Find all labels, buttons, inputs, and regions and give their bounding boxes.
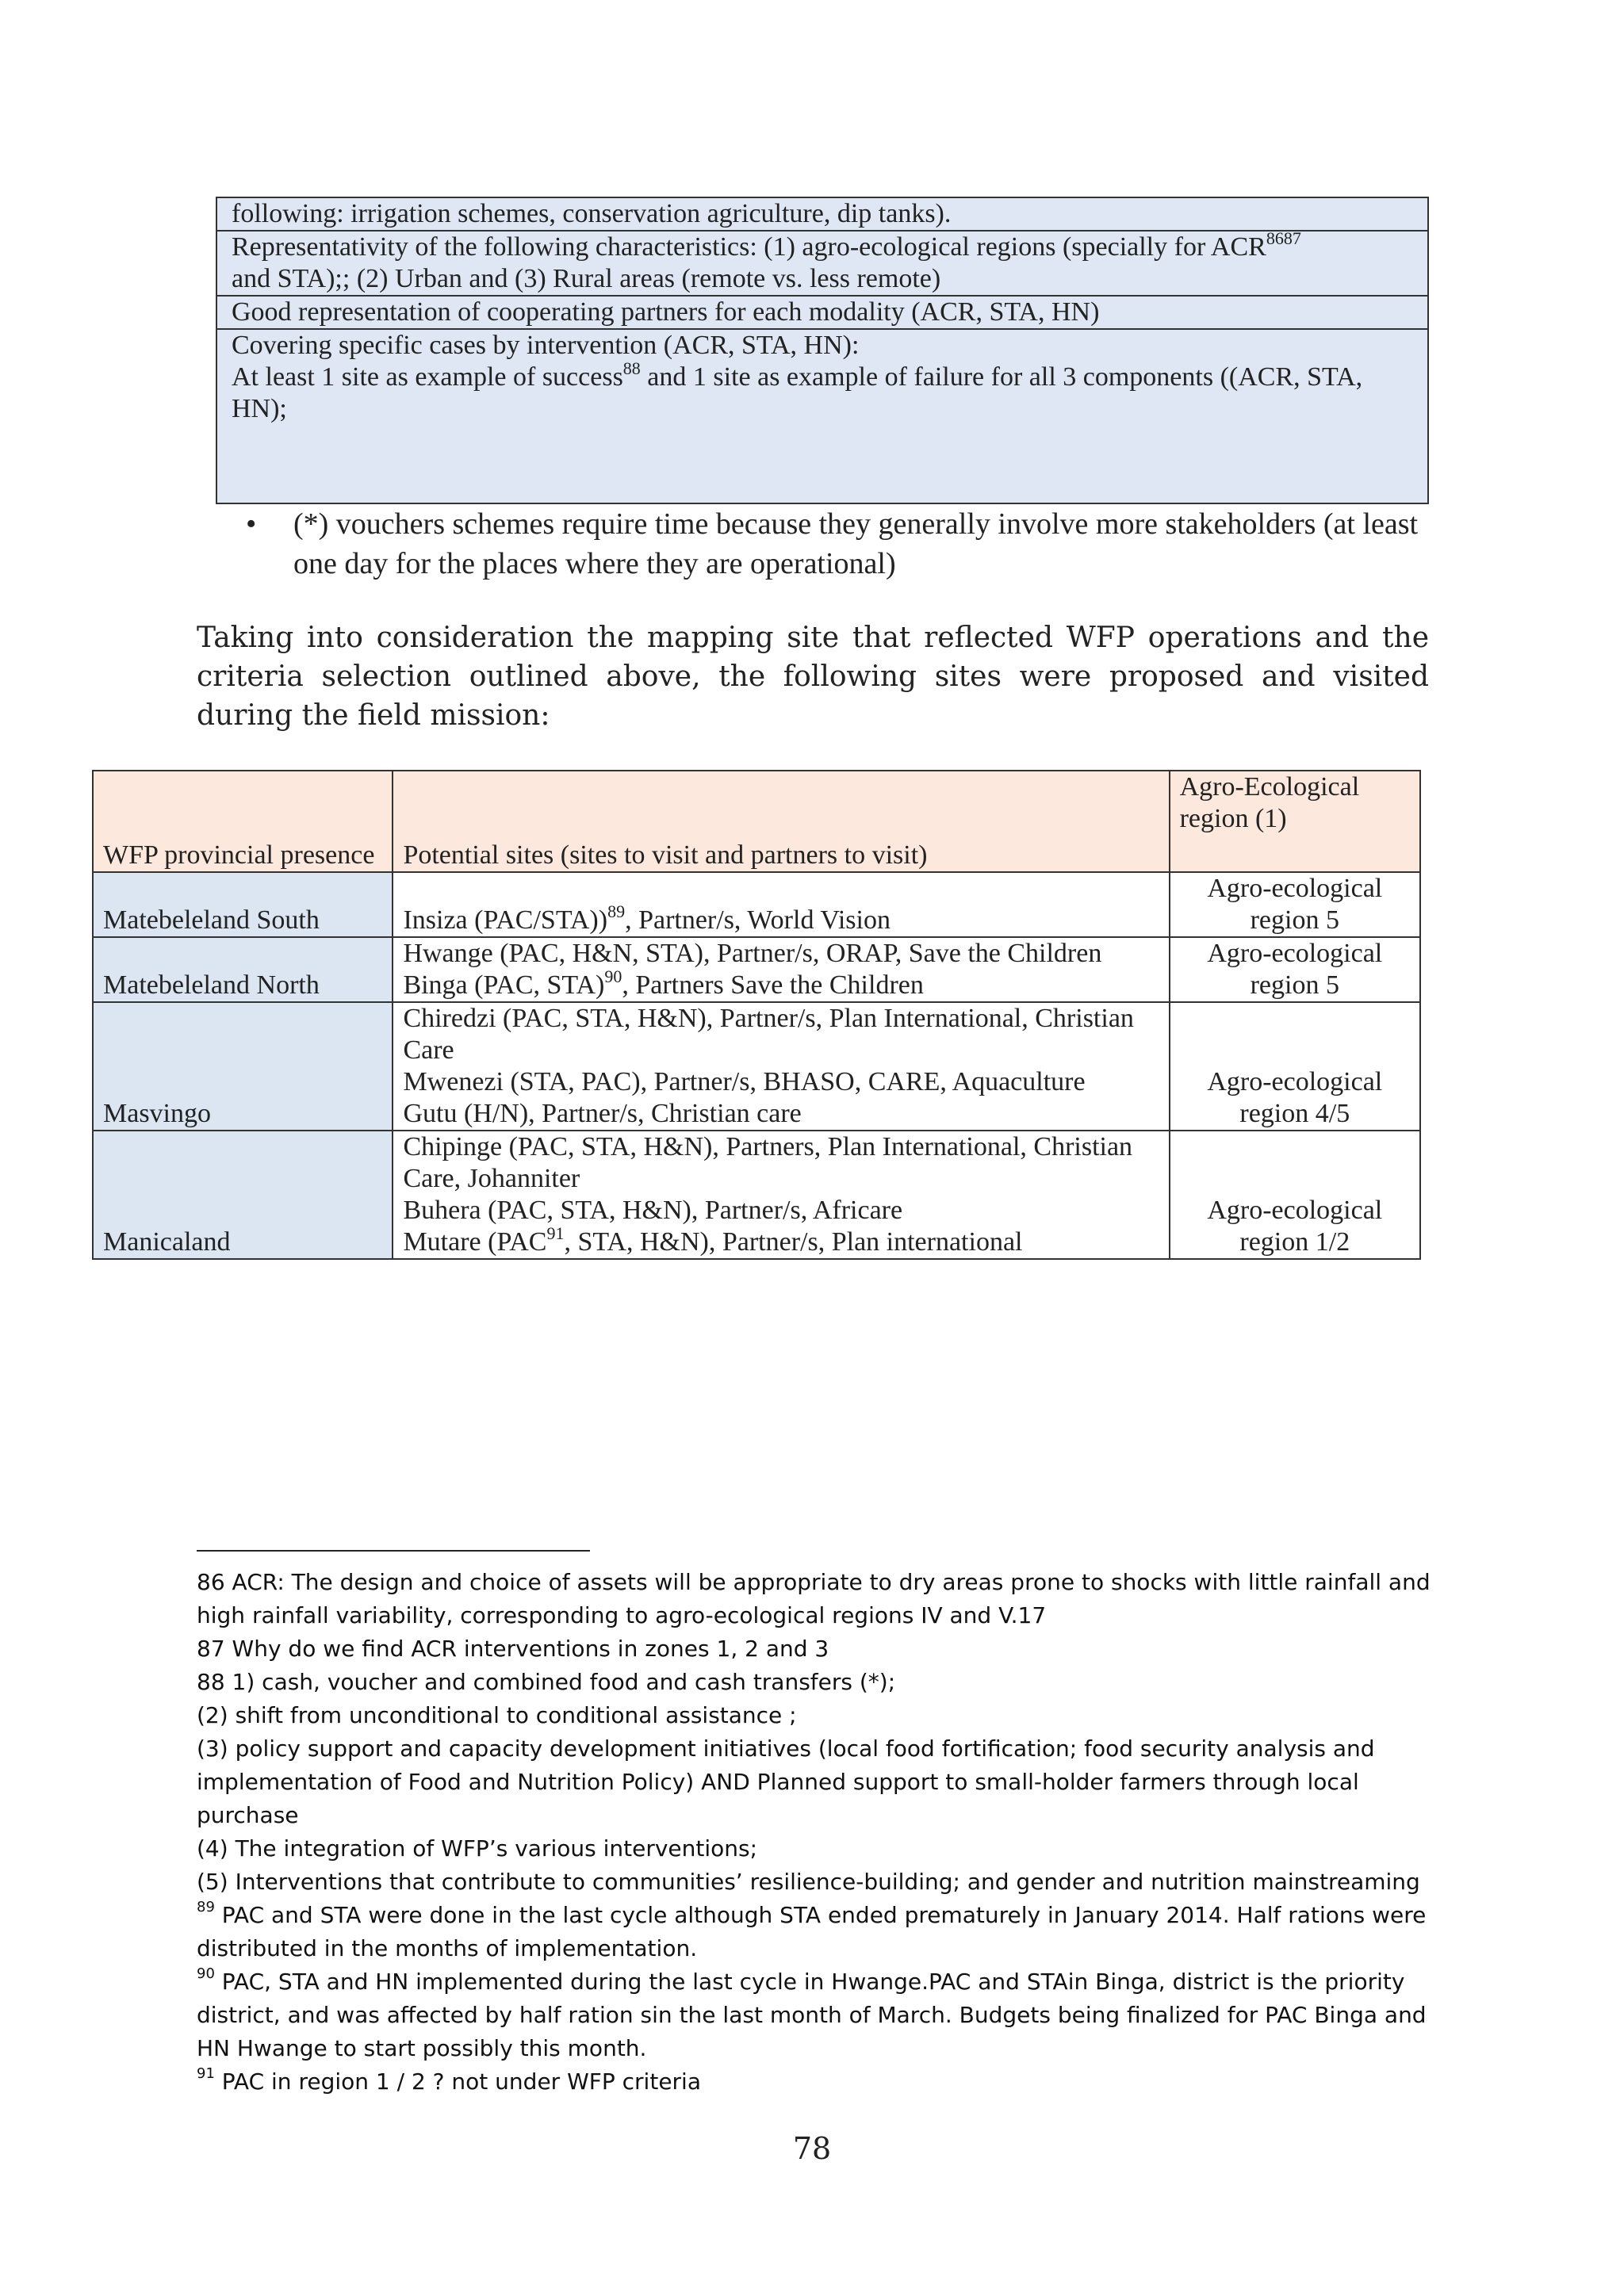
site-text: , Partners Save the Children xyxy=(622,970,924,1000)
sites-cell xyxy=(393,1002,1169,1131)
bullet-item xyxy=(246,504,1435,584)
table-row xyxy=(93,1002,1420,1131)
region-cell: Agro-ecological region 4/5 xyxy=(1170,1002,1420,1131)
table-row xyxy=(93,937,1420,1002)
site-text: Chiredzi (PAC, STA, H&N), Partner/s, Plan International, Christian Care xyxy=(403,1004,1134,1065)
criteria-row xyxy=(216,329,1428,503)
criteria-text: Good representation of cooperating partners for each modality (ACR, STA, HN) xyxy=(232,297,1100,327)
footnote-86: 86 ACR: The design and choice of assets will be appropriate to dry areas prone to shocks with little rainfall and high rainfall variability, corresponding to agro-ecological regions IV and V.17 xyxy=(197,1569,1431,1628)
criteria-text: and 1 site as example of failure for all 3 components ((ACR, STA, HN); xyxy=(232,362,1363,423)
footnote-88-line: (3) policy support and capacity development initiatives (local food fortification; food security analysis and implementation of Food and Nutrition Policy) AND Planned support to small-holder farmers through local purchase xyxy=(197,1735,1375,1828)
footnote-88-line: (5) Interventions that contribute to communities’ resilience-building; and gender and nutrition mainstreaming xyxy=(197,1869,1420,1895)
sites-cell xyxy=(393,937,1169,1002)
site-text: , STA, H&N), Partner/s, Plan international xyxy=(564,1227,1023,1257)
footnote-91 xyxy=(197,2065,1434,2099)
table-header-row xyxy=(93,771,1420,872)
region-cell: Agro-ecological region 5 xyxy=(1170,937,1420,1002)
footnote-88: 88 1) cash, voucher and combined food and cash transfers (*); xyxy=(197,1669,896,1695)
footnote-88-line: (4) The integration of WFP’s various interventions; xyxy=(197,1835,758,1862)
page-number: 78 xyxy=(792,2131,832,2166)
criteria-table xyxy=(216,197,1429,504)
criteria-cell xyxy=(216,197,1428,231)
site-text: Hwange (PAC, H&N, STA), Partner/s, ORAP, Save the Children xyxy=(403,939,1102,968)
region-cell: Agro-ecological region 1/2 xyxy=(1170,1131,1420,1259)
header-province: WFP provincial presence xyxy=(93,771,393,872)
sites-cell xyxy=(393,872,1169,937)
footnote-text: PAC, STA and HN implemented during the last cycle in Hwange.PAC and STAin Binga, district is the priority district, and was affected by half ration sin the last month of March. Budgets being finalized for PAC Binga and HN Hwange to start possibly this month. xyxy=(197,1969,1427,2061)
province-cell: Matebeleland North xyxy=(93,937,393,1002)
footnote-ref[interactable]: 90 xyxy=(604,966,622,986)
footnote-text: PAC and STA were done in the last cycle although STA ended prematurely in January 2014. Half rations were distributed in the months of implementation. xyxy=(197,1902,1427,1961)
footnotes xyxy=(197,1566,1434,2099)
criteria-cell xyxy=(216,329,1428,503)
footnote-ref[interactable]: 8687 xyxy=(1266,228,1301,248)
table-row xyxy=(93,1131,1420,1259)
footnote-90 xyxy=(197,1965,1434,2065)
bullet-text: (*) vouchers schemes require time because they generally involve more stakeholders (at least one day for the places where they are operational) xyxy=(293,507,1419,580)
site-text: Buhera (PAC, STA, H&N), Partner/s, Africare xyxy=(403,1196,903,1225)
criteria-row xyxy=(216,197,1428,231)
site-text: Mwenezi (STA, PAC), Partner/s, BHASO, CARE, Aquaculture xyxy=(403,1067,1086,1096)
footnote-ref[interactable]: 89 xyxy=(607,901,626,921)
footnote-text: PAC in region 1 / 2 ? not under WFP criteria xyxy=(214,2068,701,2095)
criteria-row xyxy=(216,231,1428,296)
footnote-87: 87 Why do we find ACR interventions in zones 1, 2 and 3 xyxy=(197,1636,829,1662)
site-text: Chipinge (PAC, STA, H&N), Partners, Plan International, Christian Care, Johanniter xyxy=(403,1132,1133,1193)
footnote-number: 91 xyxy=(197,2064,215,2082)
criteria-text: Representativity of the following characteristics: (1) agro-ecological regions (specially for ACR xyxy=(232,232,1266,262)
bullet-icon: • xyxy=(246,507,257,541)
site-text: Insiza (PAC/STA)) xyxy=(403,905,608,935)
footnote-number: 90 xyxy=(197,1965,215,1982)
criteria-text: At least 1 site as example of success xyxy=(232,362,623,392)
criteria-row xyxy=(216,296,1428,329)
site-text: Mutare (PAC xyxy=(403,1227,547,1257)
sites-cell xyxy=(393,1131,1169,1259)
criteria-text: Covering specific cases by intervention (ACR, STA, HN): xyxy=(232,331,860,360)
province-cell: Manicaland xyxy=(93,1131,393,1259)
site-text: Binga (PAC, STA) xyxy=(403,970,605,1000)
footnote-number: 89 xyxy=(197,1898,215,1915)
footnote-ref[interactable]: 88 xyxy=(622,358,641,378)
criteria-text: following: irrigation schemes, conservation agriculture, dip tanks). xyxy=(232,199,952,228)
footnote-separator xyxy=(197,1550,590,1552)
province-cell: Masvingo xyxy=(93,1002,393,1131)
sites-table xyxy=(92,770,1421,1260)
site-text: Gutu (H/N), Partner/s, Christian care xyxy=(403,1099,802,1128)
province-cell: Matebeleland South xyxy=(93,872,393,937)
criteria-text: and STA);; (2) Urban and (3) Rural areas (remote vs. less remote) xyxy=(232,264,941,293)
criteria-cell xyxy=(216,228,1428,296)
table-row xyxy=(93,872,1420,937)
header-sites: Potential sites (sites to visit and partners to visit) xyxy=(393,771,1169,872)
body-paragraph: Taking into consideration the mapping site that reflected WFP operations and the criteria selection outlined above, the following sites were proposed and visited during the field mission: xyxy=(197,622,1429,732)
header-region: Agro-Ecological region (1) xyxy=(1170,771,1420,872)
criteria-cell xyxy=(216,296,1428,329)
footnote-89 xyxy=(197,1899,1434,1965)
site-text: , Partner/s, World Vision xyxy=(625,905,891,935)
footnote-ref[interactable]: 91 xyxy=(546,1223,565,1243)
region-cell: Agro-ecological region 5 xyxy=(1170,872,1420,937)
footnote-88-line: (2) shift from unconditional to conditional assistance ; xyxy=(197,1702,797,1728)
